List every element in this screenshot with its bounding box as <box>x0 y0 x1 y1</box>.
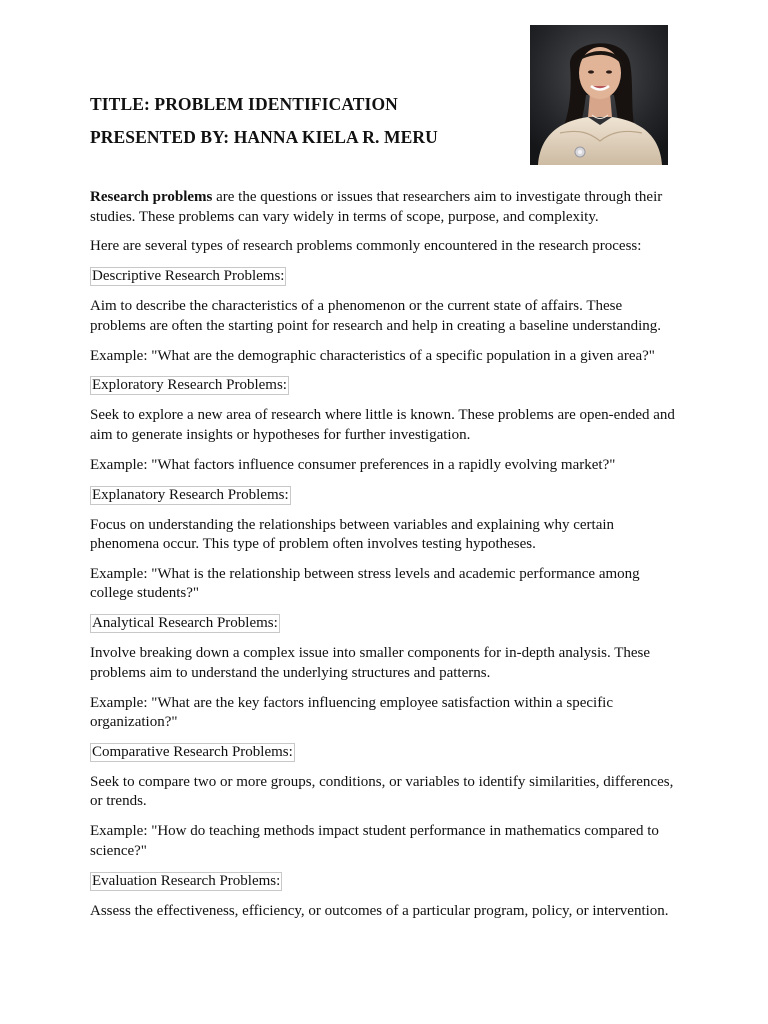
example-exploratory: Example: "What factors influence consumer preferences in a rapidly evolving market?" <box>90 456 616 473</box>
description-analytical: Involve breaking down a complex issue into smaller components for in-depth analysis. These problems aim to understand the underlying structures and patterns. <box>90 645 651 681</box>
example-comparative: Example: "How do teaching methods impact student performance in mathematics compared to science?" <box>90 823 659 859</box>
heading-evaluation: Evaluation Research Problems: <box>92 872 281 889</box>
description-explanatory: Focus on understanding the relationships between variables and explaining why certain phenomena occur. This type of problem often involves testing hypotheses. <box>90 516 615 553</box>
example-analytical: Example: "What are the key factors influencing employee satisfaction within a specific organization?" <box>90 694 614 731</box>
document-body <box>90 188 680 931</box>
description-descriptive: Aim to describe the characteristics of a phenomenon or the current state of affairs. These problems are often the starting point for research and help in creating a baseline understanding. <box>90 298 662 334</box>
presenter-line: PRESENTED BY: HANNA KIELA R. MERU <box>90 127 438 147</box>
description-evaluation: Assess the effectiveness, efficiency, or outcomes of a particular program, policy, or intervention. <box>90 902 669 919</box>
example-explanatory: Example: "What is the relationship between stress levels and academic performance among college students?" <box>90 565 640 602</box>
document-title: TITLE: PROBLEM IDENTIFICATION <box>90 94 398 114</box>
intro-paragraph <box>90 188 680 227</box>
heading-comparative: Comparative Research Problems: <box>92 743 293 760</box>
intro-lead: Here are several types of research problems commonly encountered in the research process: <box>90 238 642 255</box>
intro-term: Research problems <box>90 189 213 205</box>
presenter-photo <box>530 25 668 165</box>
portrait-image <box>530 25 668 165</box>
description-exploratory: Seek to explore a new area of research where little is known. These problems are open-ended and aim to generate insights or hypotheses for further investigation. <box>90 407 675 443</box>
heading-descriptive: Descriptive Research Problems: <box>92 268 285 285</box>
example-descriptive: Example: "What are the demographic characteristics of a specific population in a given area?" <box>90 347 655 364</box>
heading-analytical: Analytical Research Problems: <box>92 615 278 632</box>
intro-definition: are the questions or issues that researchers aim to investigate through their studies. These problems can vary widely in terms of scope, purpose, and complexity. <box>90 189 663 225</box>
heading-explanatory: Explanatory Research Problems: <box>92 486 289 503</box>
description-comparative: Seek to compare two or more groups, conditions, or variables to identify similarities, differences, or trends. <box>90 773 674 810</box>
heading-exploratory: Exploratory Research Problems: <box>92 377 287 394</box>
